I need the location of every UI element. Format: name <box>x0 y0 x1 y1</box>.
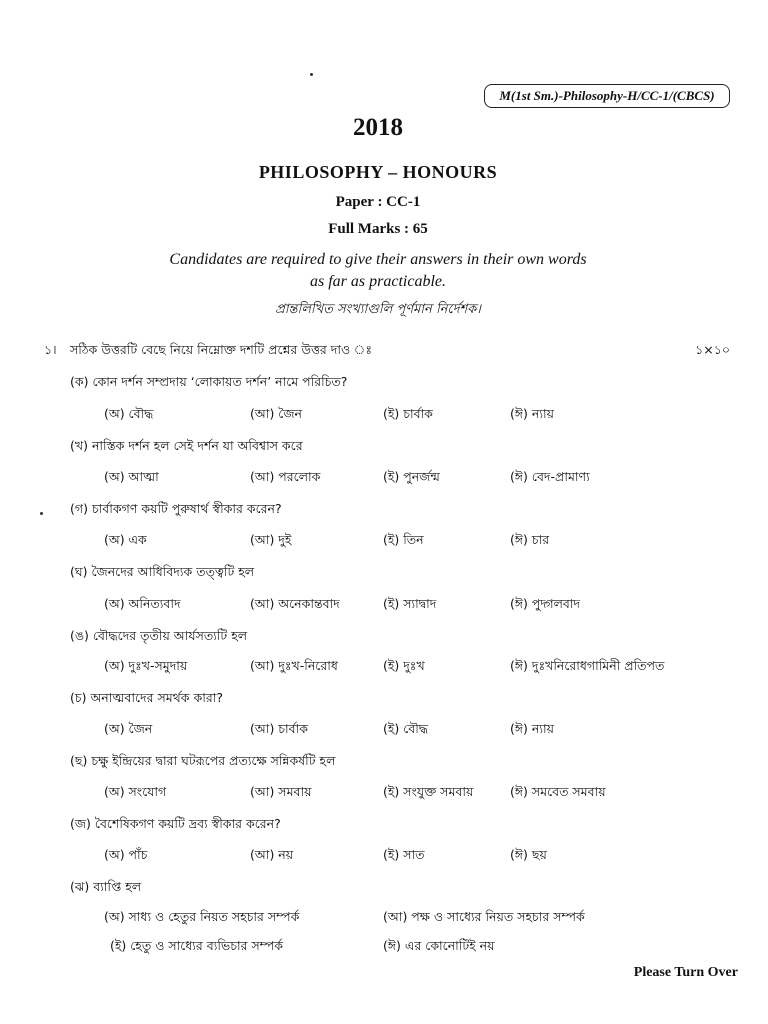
option: (ই) বৌদ্ধ <box>383 721 429 736</box>
option: (আ) দুই <box>250 532 292 547</box>
option: (আ) পরলোক <box>250 469 321 484</box>
sub-question-label: (গ) <box>70 501 88 516</box>
option: (আ) সমবায় <box>250 784 312 799</box>
sub-question-label: (ঝ) <box>70 879 90 894</box>
sub-question <box>70 374 347 394</box>
sub-question-text: অনাত্মবাদের সমর্থক কারা? <box>90 690 223 705</box>
sub-question <box>70 501 282 521</box>
sub-question <box>70 753 335 773</box>
sub-question-text: কোন দর্শন সম্প্রদায় ‘লোকায়ত দর্শন’ নামে পরিচিত? <box>92 374 348 389</box>
sub-question-label: (ঘ) <box>70 564 88 579</box>
option: (অ) দুঃখ-সমুদায় <box>104 658 188 673</box>
sub-question-text: বৈশেষিকগণ কয়টি দ্রব্য স্বীকার করেন? <box>94 816 281 831</box>
sub-question-text: চার্বাকগণ কয়টি পুরুষার্থ স্বীকার করেন? <box>91 501 282 516</box>
sub-question-text: বৌদ্ধদের তৃতীয় আর্যসত্যটি হল <box>92 628 248 643</box>
sub-question-label: (ক) <box>70 374 89 389</box>
option: (ঈ) সমবেত সমবায় <box>510 784 606 799</box>
full-marks: Full Marks : 65 <box>328 221 428 237</box>
option: (ই) স্যাদ্বাদ <box>383 596 437 611</box>
option: (ঈ) বেদ-প্রামাণ্য <box>510 469 590 484</box>
sub-question <box>70 438 303 458</box>
sub-question <box>70 816 281 836</box>
sub-question-label: (ছ) <box>70 753 88 768</box>
option: (ঈ) এর কোনোটিই নয় <box>383 938 495 953</box>
option: (ঈ) চার <box>510 532 550 547</box>
sub-question-label: (ঙ) <box>70 628 89 643</box>
option: (আ) চার্বাক <box>250 721 309 736</box>
marks-note: প্রান্তলিখিত সংখ্যাগুলি পূর্ণমান নির্দেশক। <box>275 302 481 317</box>
option: (আ) জৈন <box>250 406 303 421</box>
scan-speck <box>310 73 313 76</box>
option: (ই) হেতু ও সাধ্যের ব্যভিচার সম্পর্ক <box>110 938 283 953</box>
option: (অ) আত্মা <box>104 469 159 484</box>
option: (অ) সাধ্য ও হেতুর নিয়ত সহচার সম্পর্ক <box>104 909 300 924</box>
sub-question <box>70 628 247 648</box>
option: (অ) সংযোগ <box>104 784 167 799</box>
option: (ঈ) ন্যায় <box>510 721 554 736</box>
option: (অ) বৌদ্ধ <box>104 406 154 421</box>
option: (ঈ) ন্যায় <box>510 406 554 421</box>
sub-question-label: (জ) <box>70 816 91 831</box>
option: (অ) এক <box>104 532 147 547</box>
paper-label: Paper : CC-1 <box>335 194 421 210</box>
instruction-line-1: Candidates are required to give their answers in their own words <box>169 251 587 268</box>
sub-question-text: চক্ষু ইন্দ্রিয়ের দ্বারা ঘটরূপের প্রত্যক্ষে সন্নিকর্ষটি হল <box>91 753 336 768</box>
option: (ই) তিন <box>383 532 424 547</box>
option: (অ) অনিত্যবাদ <box>104 596 181 611</box>
subject-title: PHILOSOPHY – HONOURS <box>258 162 498 182</box>
option: (ই) সংযুক্ত সমবায় <box>383 784 474 799</box>
option: (আ) দুঃখ-নিরোধ <box>250 658 338 673</box>
question-number: ১। <box>44 342 57 357</box>
sub-question-text: জৈনদের আধিবিদ্যক তত্ত্বটি হল <box>91 564 255 579</box>
option: (আ) নয় <box>250 847 294 862</box>
paper-code: M(1st Sm.)-Philosophy-H/CC-1/(CBCS) <box>484 84 730 108</box>
please-turn-over: Please Turn Over <box>633 965 738 980</box>
sub-question <box>70 879 141 899</box>
sub-question-label: (খ) <box>70 438 88 453</box>
question-marks: ১×১০ <box>695 342 730 357</box>
option: (ঈ) ছয় <box>510 847 547 862</box>
option: (ই) দুঃখ <box>383 658 425 673</box>
instruction-line-2: as far as practicable. <box>310 273 446 290</box>
option: (ঈ) পুদ্গলবাদ <box>510 596 581 611</box>
option: (ই) পুনর্জন্ম <box>383 469 440 484</box>
option: (ই) সাত <box>383 847 425 862</box>
sub-question-text: ব্যাপ্তি হল <box>93 879 142 894</box>
option: (আ) অনেকান্তবাদ <box>250 596 340 611</box>
option: (ঈ) দুঃখনিরোধগামিনী প্রতিপত <box>510 658 665 673</box>
instructions <box>0 249 756 293</box>
option: (আ) পক্ষ ও সাধ্যের নিয়ত সহচার সম্পর্ক <box>383 909 585 924</box>
option: (অ) জৈন <box>104 721 153 736</box>
question-1 <box>44 342 372 362</box>
sub-question <box>70 564 254 584</box>
option: (ই) চার্বাক <box>383 406 433 421</box>
sub-question <box>70 690 223 710</box>
option: (অ) পাঁচ <box>104 847 148 862</box>
question-text: সঠিক উত্তরটি বেছে নিয়ে নিম্নোক্ত দশটি প্রশ্নের উত্তর দাও ঃ <box>70 342 372 357</box>
sub-question-text: নাস্তিক দর্শন হল সেই দর্শন যা অবিশ্বাস করে <box>91 438 303 453</box>
exam-year: 2018 <box>353 114 403 141</box>
scan-speck <box>40 512 43 515</box>
sub-question-label: (চ) <box>70 690 87 705</box>
